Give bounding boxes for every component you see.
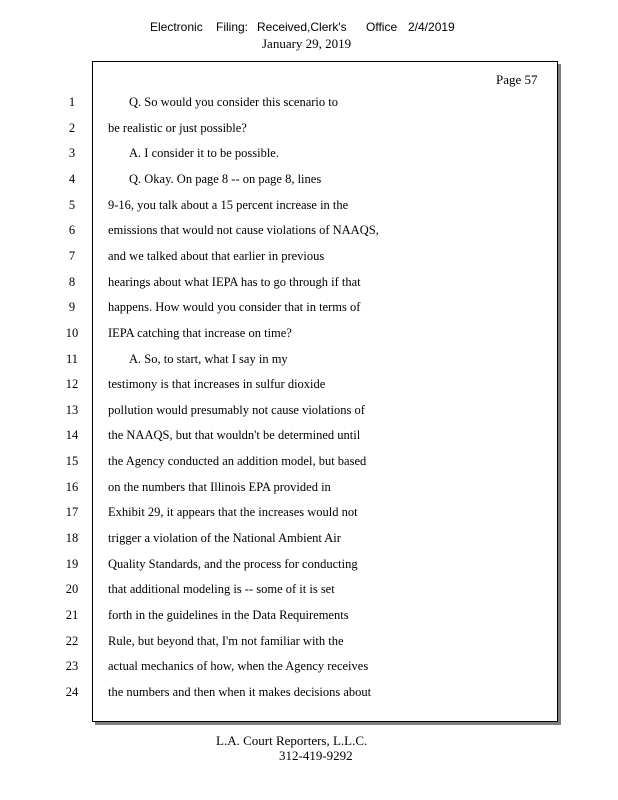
line-number: 19 — [65, 556, 79, 571]
line-number: 10 — [65, 325, 79, 340]
transcript-line: and we talked about that earlier in previous — [108, 248, 325, 263]
transcript-line: emissions that would not cause violations of NAAQS, — [108, 223, 379, 238]
transcript-line: happens. How would you consider that in terms of — [108, 300, 361, 315]
line-number: 20 — [65, 582, 79, 597]
filing-stamp-electronic: Electronic — [150, 20, 203, 34]
page-number: Page 57 — [496, 72, 538, 87]
transcript-line: the NAAQS, but that wouldn't be determined until — [108, 428, 361, 443]
line-number: 13 — [65, 402, 79, 417]
transcript-line: hearings about what IEPA has to go through if that — [108, 274, 361, 289]
footer-phone: 312-419-9292 — [279, 748, 353, 763]
line-number: 11 — [65, 351, 79, 366]
line-number: 15 — [65, 454, 79, 469]
transcript-line: A. So, to start, what I say in my — [129, 351, 288, 366]
transcript-line: testimony is that increases in sulfur dioxide — [108, 377, 326, 392]
footer-company: L.A. Court Reporters, L.L.C. — [216, 733, 368, 748]
transcript-line: pollution would presumably not cause violations of — [108, 402, 365, 417]
line-number: 7 — [68, 248, 76, 263]
transcript-line: IEPA catching that increase on time? — [108, 325, 292, 340]
transcript-line: that additional modeling is -- some of it is set — [108, 582, 335, 597]
line-number: 12 — [65, 377, 79, 392]
transcript-line: 9-16, you talk about a 15 percent increase in the — [108, 197, 349, 212]
transcript-line: Quality Standards, and the process for conducting — [108, 556, 358, 571]
line-number: 21 — [65, 608, 79, 622]
line-number: 22 — [65, 633, 79, 648]
line-number: 3 — [68, 146, 76, 161]
line-number: 9 — [68, 300, 76, 315]
transcript-line: Rule, but beyond that, I'm not familiar with the — [108, 633, 344, 648]
transcript-line: the numbers and then when it makes decisions about — [108, 684, 372, 699]
line-number: 24 — [65, 684, 79, 699]
transcript-date: January 29, 2019 — [262, 36, 352, 51]
transcript-line: on the numbers that Illinois EPA provided in — [108, 479, 331, 494]
line-number: 16 — [65, 479, 79, 494]
line-number: 1 — [68, 95, 76, 109]
transcript-line: A. I consider it to be possible. — [129, 146, 279, 161]
line-number: 18 — [65, 531, 79, 546]
transcript-line: actual mechanics of how, when the Agency receives — [108, 659, 369, 674]
transcript-line: Exhibit 29, it appears that the increases would not — [108, 505, 358, 520]
filing-stamp-date: 2/4/2019 — [408, 20, 455, 34]
transcript-line: the Agency conducted an addition model, but based — [108, 454, 367, 469]
transcript-line: trigger a violation of the National Ambient Air — [108, 531, 341, 546]
line-number: 6 — [68, 223, 76, 238]
filing-stamp-filing: Filing: — [216, 20, 249, 34]
line-number: 4 — [68, 171, 76, 186]
filing-stamp-received: Received,Clerk's — [257, 20, 347, 34]
line-number: 17 — [65, 505, 79, 520]
transcript-line: Q. Okay. On page 8 -- on page 8, lines — [129, 171, 322, 186]
line-number: 23 — [65, 659, 79, 674]
transcript-line: Q. So would you consider this scenario to — [129, 95, 339, 109]
line-number: 8 — [68, 274, 76, 289]
line-number: 5 — [68, 197, 76, 212]
transcript-line: forth in the guidelines in the Data Requirements — [108, 608, 349, 622]
line-number: 2 — [68, 120, 76, 135]
line-number: 14 — [65, 428, 79, 443]
transcript-line: be realistic or just possible? — [108, 120, 247, 135]
filing-stamp-office: Office — [366, 20, 398, 34]
